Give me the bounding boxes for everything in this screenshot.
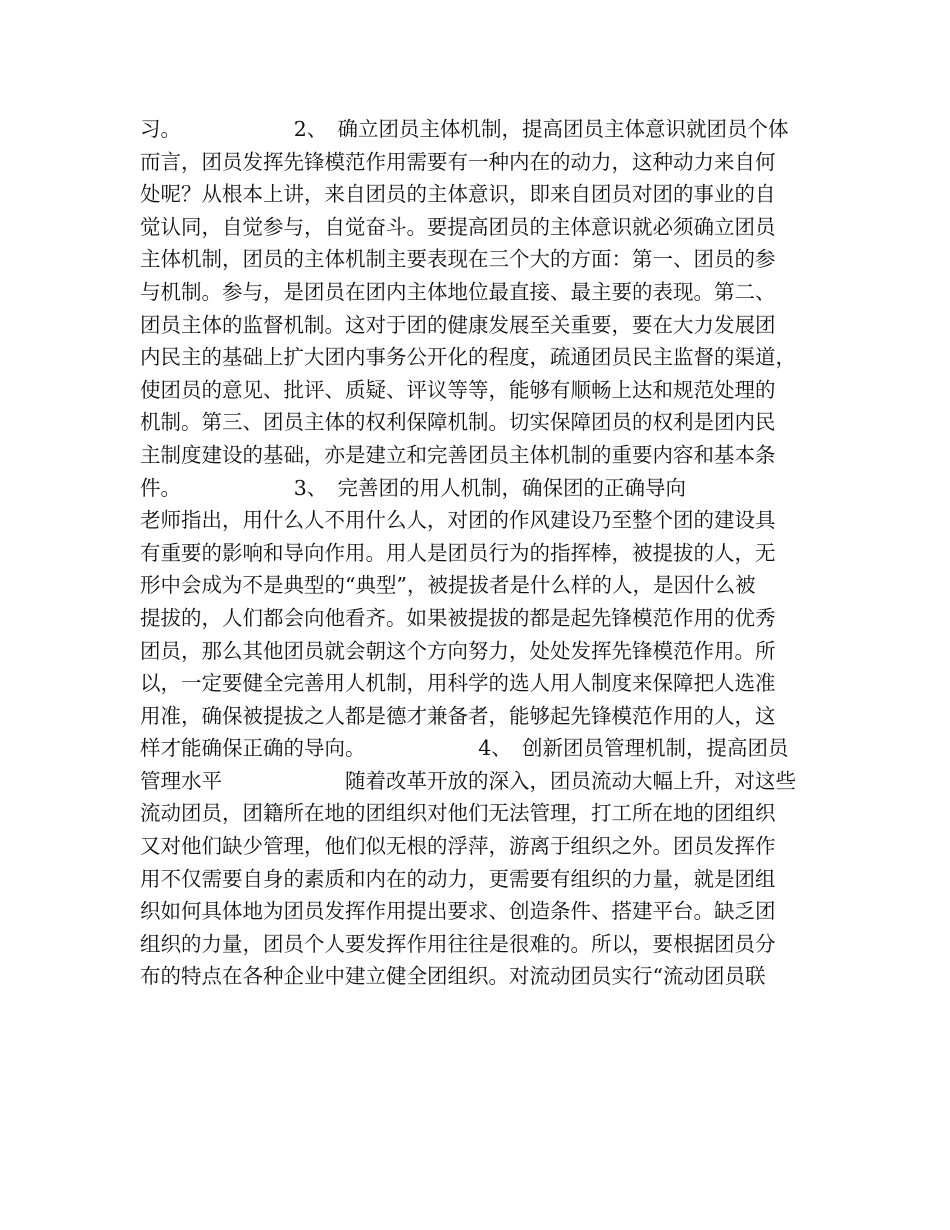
text-line: 老师指出，用什么人不用什么人，对团的作风建设乃至整个团的建设具 <box>140 508 776 533</box>
text-line: 样才能确保正确的导向。 4、 创新团员管理机制，提高团员 <box>140 736 789 761</box>
text-line: 机制。第三、团员主体的权利保障机制。切实保障团员的权利是团内民 <box>140 410 776 435</box>
text-line: 组织的力量，团员个人要发挥作用往往是很难的。所以，要根据团员分 <box>140 931 776 956</box>
text-line: 使团员的意见、批评、质疑、评议等等，能够有顺畅上达和规范处理的 <box>140 377 776 402</box>
text-line: 流动团员，团籍所在地的团组织对他们无法管理，打工所在地的团组织 <box>140 801 776 826</box>
text-line: 内民主的基础上扩大团内事务公开化的程度，疏通团员民主监督的渠道， <box>140 345 796 370</box>
text-line: 觉认同，自觉参与，自觉奋斗。要提高团员的主体意识就必须确立团员 <box>140 214 776 239</box>
text-line: 形中会成为不是典型的“典型”，被提拔者是什么样的人，是因什么被 <box>140 573 756 598</box>
text-line: 布的特点在各种企业中建立健全团组织。对流动团员实行“流动团员联 <box>140 964 766 989</box>
text-line: 件。 3、 完善团的用人机制，确保团的正确导向 <box>140 475 687 500</box>
text-line: 有重要的影响和导向作用。用人是团员行为的指挥棒，被提拔的人，无 <box>140 540 776 565</box>
text-line: 提拔的，人们都会向他看齐。如果被提拔的都是起先锋模范作用的优秀 <box>140 605 776 630</box>
text-line: 与机制。参与，是团员在团内主体地位最直接、最主要的表现。第二、 <box>140 279 776 304</box>
text-line: 主制度建设的基础，亦是建立和完善团员主体机制的重要内容和基本条 <box>140 442 776 467</box>
text-line: 而言，团员发挥先锋模范作用需要有一种内在的动力，这种动力来自何 <box>140 149 776 174</box>
text-line: 又对他们缺少管理，他们似无根的浮萍，游离于组织之外。团员发挥作 <box>140 834 776 859</box>
text-line: 用不仅需要自身的素质和内在的动力，更需要有组织的力量，就是团组 <box>140 866 776 891</box>
text-line: 团员主体的监督机制。这对于团的健康发展至关重要，要在大力发展团 <box>140 312 776 337</box>
text-line: 习。 2、 确立团员主体机制，提高团员主体意识就团员个体 <box>140 117 789 141</box>
text-line: 处呢？从根本上讲，来自团员的主体意识，即来自团员对团的事业的自 <box>140 182 776 207</box>
text-line: 织如何具体地为团员发挥作用提出要求、创造条件、搭建平台。缺乏团 <box>140 899 776 924</box>
text-line: 主体机制，团员的主体机制主要表现在三个大的方面：第一、团员的参 <box>140 247 776 272</box>
text-line: 用准，确保被提拔之人都是德才兼备者，能够起先锋模范作用的人，这 <box>140 703 776 728</box>
text-line: 管理水平 随着改革开放的深入，团员流动大幅上升，对这些 <box>140 768 796 793</box>
text-line: 团员，那么其他团员就会朝这个方向努力，处处发挥先锋模范作用。所 <box>140 638 776 663</box>
text-line: 以，一定要健全完善用人机制，用科学的选人用人制度来保障把人选准 <box>140 671 776 696</box>
body-text <box>140 113 830 993</box>
